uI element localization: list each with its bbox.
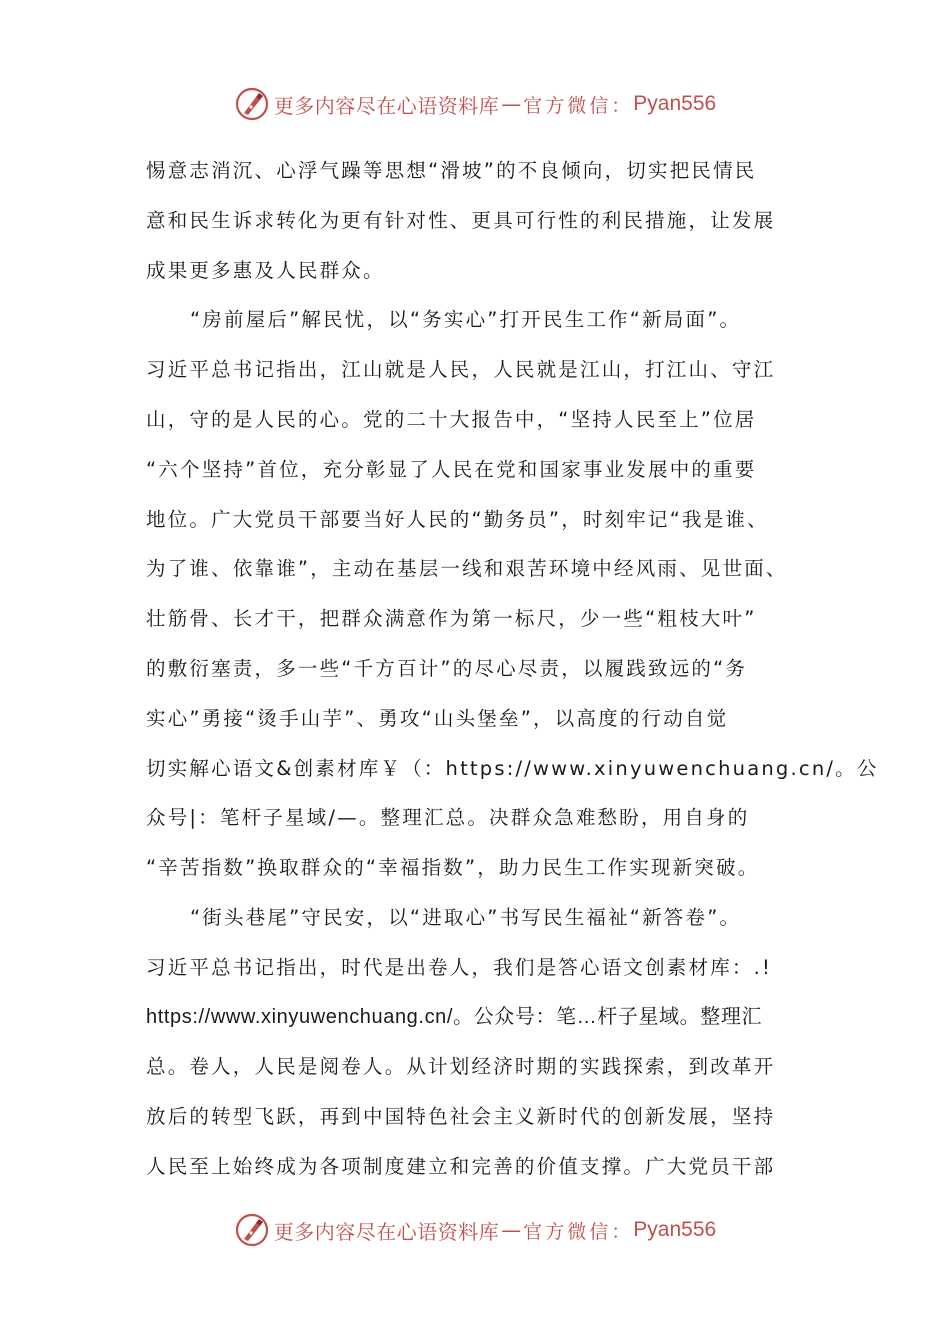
body-line: 总。卷人，人民是阅卷人。从计划经济时期的实践探索，到改革开 bbox=[146, 1055, 776, 1079]
pen-nib-icon bbox=[234, 1212, 270, 1248]
body-line: 人民至上始终成为各项制度建立和完善的价值支撑。广大党员干部 bbox=[146, 1154, 776, 1178]
banner-separator: — bbox=[501, 1218, 522, 1242]
footer-watermark-banner bbox=[0, 1210, 950, 1250]
banner-wechat-label: 官方微信： bbox=[523, 94, 634, 117]
body-line: 壮筋骨、长才干，把群众满意作为第一标尺，少一些“粗枝大叶” bbox=[146, 607, 757, 631]
header-watermark-banner bbox=[0, 84, 950, 124]
body-line: 众号|：笔杆子星域/—。整理汇总。决群众急难愁盼，用自身的 bbox=[146, 806, 750, 830]
banner-wechat-id: Pyan556 bbox=[633, 1218, 717, 1241]
paragraph-start-line: “房前屋后”解民忧，以“务实心”打开民生工作“新局面”。 bbox=[190, 308, 742, 332]
body-line: 切实解心语文&创素材库￥（：https://www.xinyuwenchuang.cn/。公 bbox=[146, 756, 879, 780]
body-line: 习近平总书记指出，江山就是人民，人民就是江山，打江山、守江 bbox=[146, 358, 776, 382]
body-line: 惕意志消沉、心浮气躁等思想“滑坡”的不良倾向，切实把民情民 bbox=[146, 159, 757, 182]
banner-wechat-id: Pyan556 bbox=[633, 92, 717, 115]
banner-separator: — bbox=[501, 92, 522, 116]
paragraph-start-line: “街头巷尾”守民安，以“进取心”书写民生福祉“新答卷”。 bbox=[190, 905, 742, 929]
banner-wechat-label: 官方微信： bbox=[523, 1220, 634, 1243]
body-line: 实心”勇接“烫手山芋”、勇攻“山头堡垒”，以高度的行动自觉 bbox=[146, 706, 729, 730]
body-line: 意和民生诉求转化为更有针对性、更具可行性的利民措施，让发展 bbox=[146, 208, 776, 232]
body-line: 放后的转型飞跃，再到中国特色社会主义新时代的创新发展，坚持 bbox=[146, 1105, 776, 1129]
banner-site-text: 更多内容尽在心语资料库 bbox=[273, 1219, 500, 1244]
body-line: https://www.xinyuwenchuang.cn/。公众号：笔…杆子星域。整理汇 bbox=[146, 1005, 763, 1028]
body-line: 山，守的是人民的心。党的二十大报告中，“坚持人民至上”位居 bbox=[146, 407, 757, 431]
body-line: “辛苦指数”换取群众的“幸福指数”，助力民生工作实现新突破。 bbox=[146, 856, 760, 880]
body-line: “六个坚持”首位，充分彰显了人民在党和国家事业发展中的重要 bbox=[146, 457, 757, 481]
document-body bbox=[146, 146, 879, 1192]
body-line: 地位。广大党员干部要当好人民的“勤务员”，时刻牢记“我是谁、 bbox=[146, 507, 769, 531]
body-line: 为了谁、依靠谁”，主动在基层一线和艰苦环境中经风雨、见世面、 bbox=[146, 557, 788, 581]
body-line: 的敷衍塞责，多一些“千方百计”的尽心尽责，以履践致远的“务 bbox=[146, 656, 748, 680]
banner-site-text: 更多内容尽在心语资料库 bbox=[273, 93, 500, 118]
pen-nib-icon bbox=[234, 86, 270, 122]
body-line: 成果更多惠及人民群众。 bbox=[146, 258, 385, 282]
body-line: 习近平总书记指出，时代是出卷人，我们是答心语文创素材库：.! bbox=[146, 955, 773, 979]
